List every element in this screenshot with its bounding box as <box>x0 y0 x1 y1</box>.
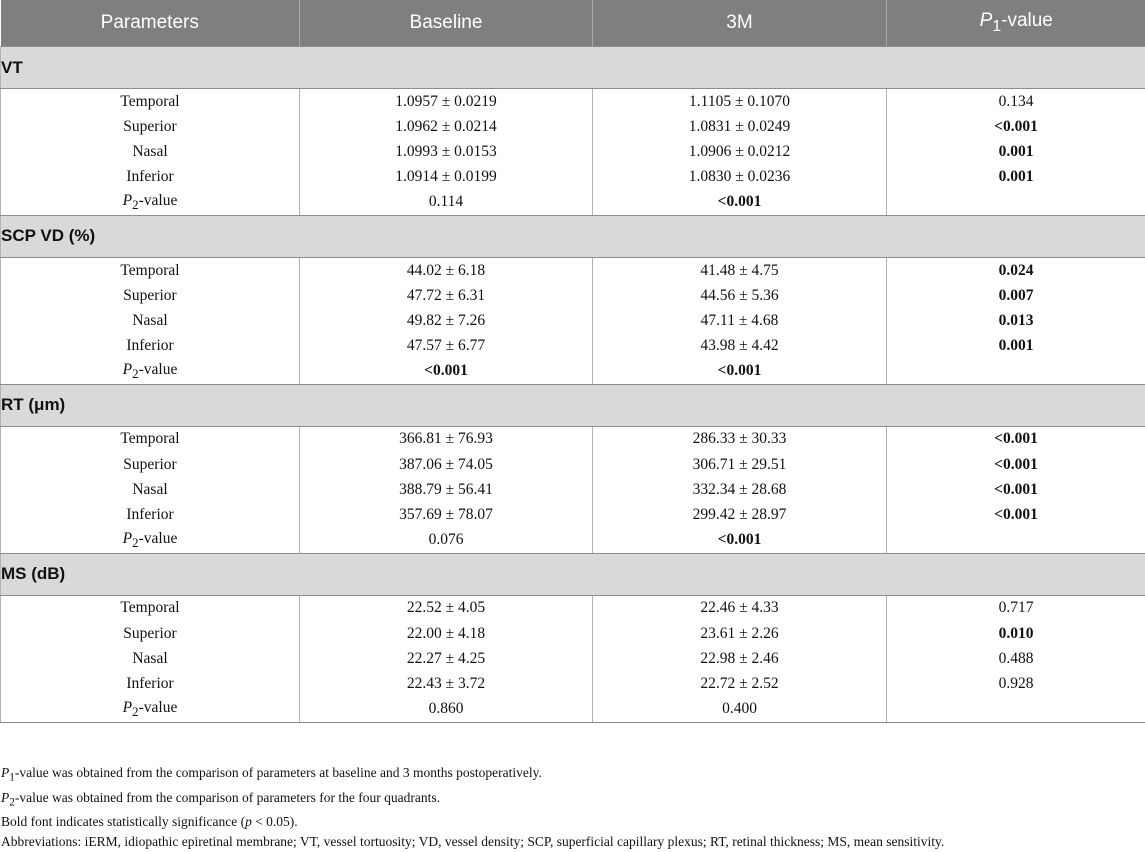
row-label: Inferior <box>1 671 300 696</box>
table-row <box>1 139 1145 164</box>
p2-3m-value: <0.001 <box>593 528 887 554</box>
baseline-value: 1.0957 ± 0.0219 <box>300 89 593 115</box>
p-symbol: P <box>980 10 993 31</box>
3m-value: 299.42 ± 28.97 <box>593 502 887 527</box>
footnote-text: < 0.05). <box>252 814 298 829</box>
table-row <box>1 502 1145 527</box>
p-symbol: P <box>123 192 132 209</box>
row-label: Inferior <box>1 334 300 359</box>
row-label: Nasal <box>1 477 300 502</box>
p1-value: 0.134 <box>887 89 1145 115</box>
3m-value: 1.0830 ± 0.0236 <box>593 165 887 190</box>
footnote-p1 <box>1 763 1141 788</box>
p2-3m-value: <0.001 <box>593 359 887 385</box>
p2-label <box>1 528 300 554</box>
p1-value: 0.717 <box>887 595 1145 621</box>
table-row <box>1 114 1145 139</box>
table-row <box>1 89 1145 115</box>
3m-value: 332.34 ± 28.68 <box>593 477 887 502</box>
row-label: Superior <box>1 621 300 646</box>
3m-value: 286.33 ± 30.33 <box>593 426 887 452</box>
table-footnotes <box>1 763 1141 852</box>
p1-value: 0.928 <box>887 671 1145 696</box>
baseline-value: 357.69 ± 78.07 <box>300 502 593 527</box>
p1-value: 0.013 <box>887 308 1145 333</box>
header-p1-value <box>887 0 1145 47</box>
3m-value: 23.61 ± 2.26 <box>593 621 887 646</box>
baseline-value: 49.82 ± 7.26 <box>300 308 593 333</box>
empty-cell <box>887 697 1145 723</box>
p2-label <box>1 359 300 385</box>
p-symbol: P <box>1 790 9 805</box>
group-title: RT (μm) <box>1 384 1145 426</box>
p2-baseline-value: 0.860 <box>300 697 593 723</box>
table-row <box>1 477 1145 502</box>
p2-row <box>1 528 1145 554</box>
p1-value: 0.007 <box>887 283 1145 308</box>
value-suffix: -value <box>1001 10 1053 31</box>
p2-3m-value: <0.001 <box>593 190 887 216</box>
group-title: MS (dB) <box>1 553 1145 595</box>
3m-value: 43.98 ± 4.42 <box>593 334 887 359</box>
p2-label <box>1 190 300 216</box>
group-row <box>1 384 1145 426</box>
p1-value: 0.024 <box>887 257 1145 283</box>
p-subscript: 2 <box>132 366 138 381</box>
baseline-value: 44.02 ± 6.18 <box>300 257 593 283</box>
row-label: Inferior <box>1 502 300 527</box>
footnote-text: Bold font indicates statistically significance ( <box>1 814 245 829</box>
p2-baseline-value: <0.001 <box>300 359 593 385</box>
header-row <box>1 0 1145 47</box>
p-subscript: 1 <box>992 18 1001 35</box>
value-suffix: -value <box>139 361 178 378</box>
empty-cell <box>887 190 1145 216</box>
table-body <box>1 47 1145 723</box>
3m-value: 47.11 ± 4.68 <box>593 308 887 333</box>
empty-cell <box>887 528 1145 554</box>
table-row <box>1 283 1145 308</box>
3m-value: 44.56 ± 5.36 <box>593 283 887 308</box>
p2-row <box>1 359 1145 385</box>
value-suffix: -value <box>139 530 178 547</box>
3m-value: 41.48 ± 4.75 <box>593 257 887 283</box>
table-row <box>1 595 1145 621</box>
p1-value: 0.001 <box>887 334 1145 359</box>
p1-value: <0.001 <box>887 426 1145 452</box>
table-row <box>1 671 1145 696</box>
p2-label <box>1 697 300 723</box>
p-subscript: 2 <box>132 197 138 212</box>
table-row <box>1 646 1145 671</box>
p-symbol: p <box>245 814 252 829</box>
p2-row <box>1 697 1145 723</box>
p1-value: 0.010 <box>887 621 1145 646</box>
baseline-value: 22.43 ± 3.72 <box>300 671 593 696</box>
p1-value: 0.001 <box>887 139 1145 164</box>
group-row <box>1 553 1145 595</box>
footnote-abbreviations: Abbreviations: iERM, idiopathic epiretinal membrane; VT, vessel tortuosity; VD, vessel density; SCP, superficial capillary plexus; RT, retinal thickness; MS, mean sensitivity. <box>1 832 1141 852</box>
footnote-bold <box>1 812 1141 832</box>
3m-value: 22.72 ± 2.52 <box>593 671 887 696</box>
group-title: VT <box>1 47 1145 89</box>
table-row <box>1 426 1145 452</box>
p2-baseline-value: 0.114 <box>300 190 593 216</box>
p-symbol: P <box>123 699 132 716</box>
3m-value: 1.0831 ± 0.0249 <box>593 114 887 139</box>
p-symbol: P <box>1 765 9 780</box>
row-label: Superior <box>1 452 300 477</box>
row-label: Temporal <box>1 89 300 115</box>
baseline-value: 387.06 ± 74.05 <box>300 452 593 477</box>
baseline-value: 22.52 ± 4.05 <box>300 595 593 621</box>
baseline-value: 1.0962 ± 0.0214 <box>300 114 593 139</box>
empty-cell <box>887 359 1145 385</box>
value-suffix: -value <box>139 192 178 209</box>
baseline-value: 47.72 ± 6.31 <box>300 283 593 308</box>
row-label: Temporal <box>1 257 300 283</box>
baseline-value: 388.79 ± 56.41 <box>300 477 593 502</box>
3m-value: 1.1105 ± 0.1070 <box>593 89 887 115</box>
value-suffix: -value <box>139 699 178 716</box>
baseline-value: 47.57 ± 6.77 <box>300 334 593 359</box>
baseline-value: 22.00 ± 4.18 <box>300 621 593 646</box>
p2-baseline-value: 0.076 <box>300 528 593 554</box>
p2-row <box>1 190 1145 216</box>
row-label: Nasal <box>1 646 300 671</box>
row-label: Temporal <box>1 426 300 452</box>
table-row <box>1 452 1145 477</box>
row-label: Nasal <box>1 308 300 333</box>
p1-value: <0.001 <box>887 502 1145 527</box>
header-parameters: Parameters <box>1 0 300 47</box>
row-label: Superior <box>1 114 300 139</box>
baseline-value: 1.0914 ± 0.0199 <box>300 165 593 190</box>
table-row <box>1 165 1145 190</box>
header-baseline: Baseline <box>300 0 593 47</box>
3m-value: 306.71 ± 29.51 <box>593 452 887 477</box>
p1-value: <0.001 <box>887 114 1145 139</box>
group-row <box>1 215 1145 257</box>
p-subscript: 1 <box>9 772 15 784</box>
p2-3m-value: 0.400 <box>593 697 887 723</box>
header-3m: 3M <box>593 0 887 47</box>
table-row <box>1 257 1145 283</box>
p1-value: <0.001 <box>887 452 1145 477</box>
table-row <box>1 621 1145 646</box>
table-row <box>1 334 1145 359</box>
p-symbol: P <box>123 530 132 547</box>
group-row <box>1 47 1145 89</box>
p1-value: 0.488 <box>887 646 1145 671</box>
row-label: Temporal <box>1 595 300 621</box>
p-subscript: 2 <box>132 704 138 719</box>
p1-value: <0.001 <box>887 477 1145 502</box>
3m-value: 22.98 ± 2.46 <box>593 646 887 671</box>
table-row <box>1 308 1145 333</box>
p-subscript: 2 <box>9 796 15 808</box>
baseline-value: 366.81 ± 76.93 <box>300 426 593 452</box>
footnote-text: -value was obtained from the comparison of parameters for the four quadrants. <box>15 790 440 805</box>
p-subscript: 2 <box>132 535 138 550</box>
p1-value: 0.001 <box>887 165 1145 190</box>
baseline-value: 22.27 ± 4.25 <box>300 646 593 671</box>
p-symbol: P <box>123 361 132 378</box>
footnote-text: -value was obtained from the comparison of parameters at baseline and 3 months postoperatively. <box>15 765 542 780</box>
3m-value: 1.0906 ± 0.0212 <box>593 139 887 164</box>
group-title: SCP VD (%) <box>1 215 1145 257</box>
row-label: Inferior <box>1 165 300 190</box>
3m-value: 22.46 ± 4.33 <box>593 595 887 621</box>
row-label: Superior <box>1 283 300 308</box>
footnote-p2 <box>1 788 1141 813</box>
baseline-value: 1.0993 ± 0.0153 <box>300 139 593 164</box>
row-label: Nasal <box>1 139 300 164</box>
